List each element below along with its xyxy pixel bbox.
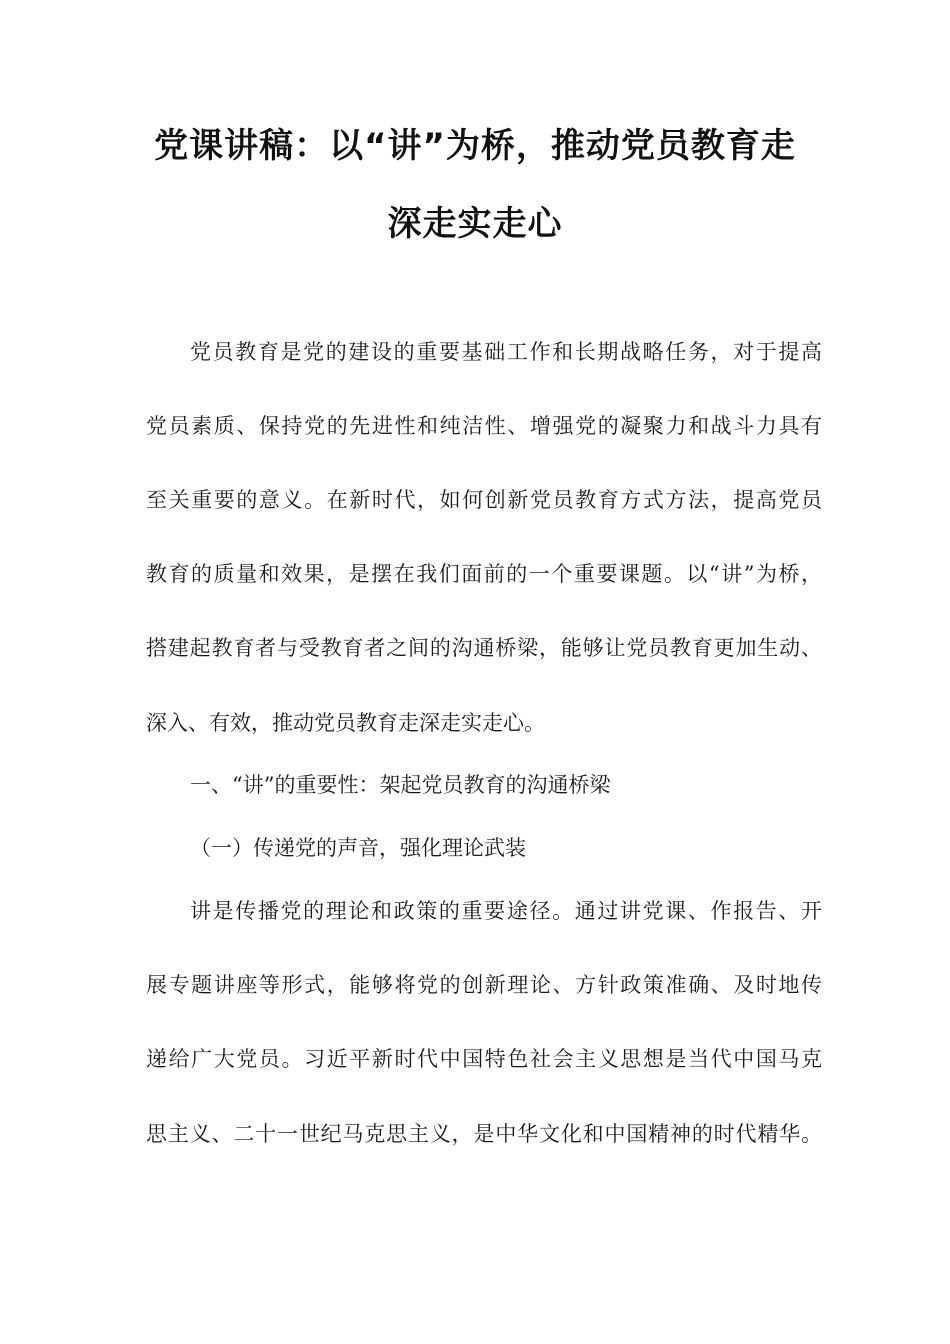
intro-line-5: 搭建起教育者与受教育者之间的沟通桥梁，能够让党员教育更加生动、 [146,636,822,660]
body-line-1: 讲是传播党的理论和政策的重要途径。通过讲党课、作报告、开 [190,899,822,923]
intro-line-6: 深入、有效，推动党员教育走深走实走心。 [146,711,545,735]
intro-line-1: 党员教育是党的建设的重要基础工作和长期战略任务，对于提高 [190,340,822,364]
body-line-3: 递给广大党员。习近平新时代中国特色社会主义思想是当代中国马克 [146,1047,822,1071]
document-title-line-1: 党课讲稿：以“讲”为桥，推动党员教育走 [154,126,796,166]
section-heading: 一、“讲”的重要性：架起党员教育的沟通桥梁 [190,773,611,797]
document-title-line-2: 深走实走心 [387,204,563,244]
intro-line-4: 教育的质量和效果，是摆在我们面前的一个重要课题。以“讲”为桥， [146,562,822,586]
intro-line-3: 至关重要的意义。在新时代，如何创新党员教育方式方法，提高党员 [146,488,822,512]
section-subheading: （一）传递党的声音，强化理论武装 [190,836,526,860]
intro-line-2: 党员素质、保持党的先进性和纯洁性、增强党的凝聚力和战斗力具有 [146,414,822,438]
body-line-2: 展专题讲座等形式，能够将党的创新理论、方针政策准确、及时地传 [146,973,822,997]
body-line-4: 思主义、二十一世纪马克思主义，是中华文化和中国精神的时代精华。 [146,1122,822,1146]
